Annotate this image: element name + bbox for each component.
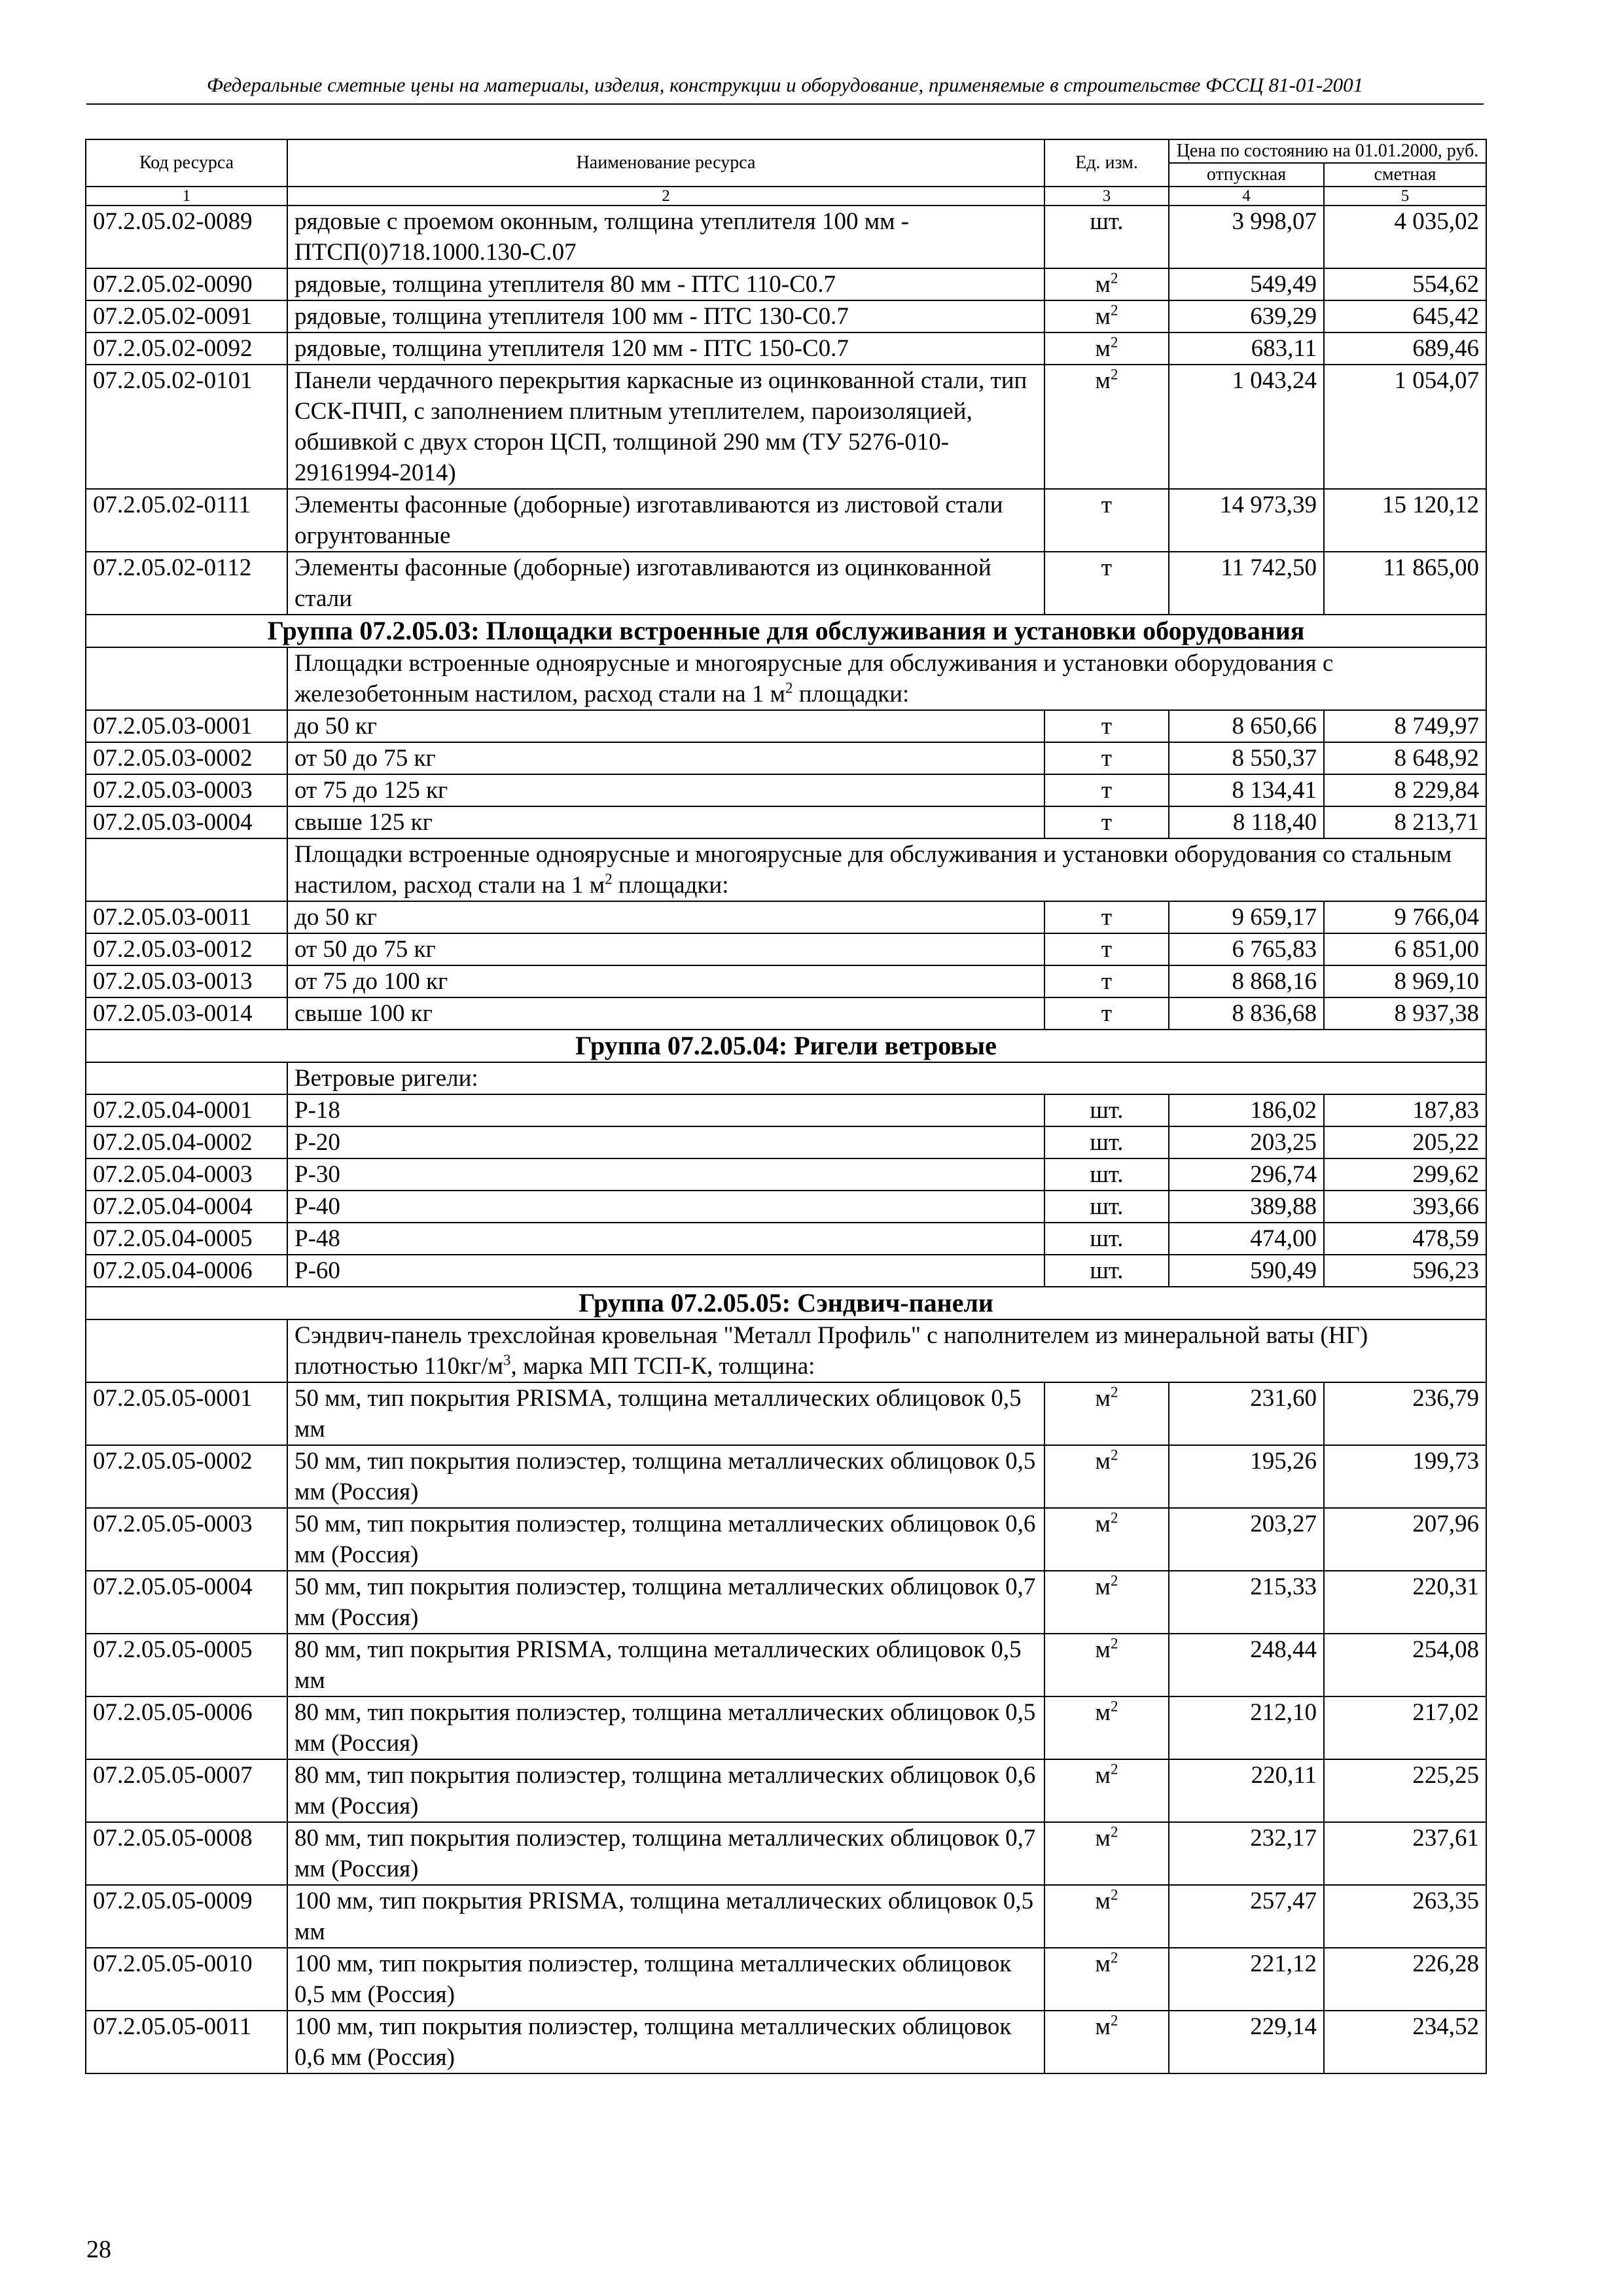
unit-superscript: 2 <box>1110 1698 1118 1715</box>
estimate-price: 6 851,00 <box>1324 933 1486 965</box>
estimate-price: 226,28 <box>1324 1948 1486 2011</box>
column-number: 3 <box>1044 187 1169 206</box>
resource-unit <box>1044 1126 1169 1158</box>
resource-unit <box>1044 1191 1169 1223</box>
resource-code: 07.2.05.02-0089 <box>86 206 287 268</box>
unit-text: м <box>1095 1699 1111 1726</box>
unit-text: м <box>1095 1762 1111 1789</box>
col-header-estimate: сметная <box>1324 163 1486 187</box>
resource-code: 07.2.05.05-0005 <box>86 1634 287 1696</box>
unit-text: м <box>1095 335 1111 362</box>
unit-text: т <box>1101 1000 1113 1027</box>
resource-unit <box>1044 1445 1169 1508</box>
resource-code: 07.2.05.03-0013 <box>86 965 287 997</box>
unit-text: м <box>1095 1825 1111 1852</box>
unit-superscript: 2 <box>1110 1446 1118 1463</box>
group-title: Группа 07.2.05.03: Площадки встроенные для обслуживания и установки оборудования <box>86 615 1486 647</box>
estimate-price: 11 865,00 <box>1324 552 1486 615</box>
resource-name: 50 мм, тип покрытия полиэстер, толщина металлических облицовок 0,5 мм (Россия) <box>287 1445 1044 1508</box>
resource-name: до 50 кг <box>287 901 1044 933</box>
group-heading-row <box>86 1030 1486 1062</box>
table-body <box>86 206 1486 2073</box>
resource-code: 07.2.05.03-0003 <box>86 774 287 806</box>
unit-text: м <box>1095 303 1111 330</box>
running-header: Федеральные сметные цены на материалы, изделия, конструкции и оборудование, применяемые в строительстве ФССЦ 81-01-2001 <box>86 72 1484 105</box>
col-header-code: Код ресурса <box>86 139 287 187</box>
resource-name: рядовые с проемом оконным, толщина утеплителя 100 мм - ПТСП(0)718.1000.130-С.07 <box>287 206 1044 268</box>
group-title: Группа 07.2.05.05: Сэндвич-панели <box>86 1287 1486 1319</box>
unit-text: м <box>1095 1511 1111 1537</box>
resource-code: 07.2.05.05-0001 <box>86 1382 287 1445</box>
resource-name: свыше 125 кг <box>287 806 1044 838</box>
estimate-price: 554,62 <box>1324 268 1486 300</box>
unit-superscript: 2 <box>1110 334 1118 351</box>
table-row <box>86 1885 1486 1948</box>
resource-unit <box>1044 1158 1169 1191</box>
unit-text: шт. <box>1090 1193 1124 1220</box>
resource-code: 07.2.05.03-0002 <box>86 742 287 774</box>
unit-text: шт. <box>1090 1161 1124 1188</box>
subheading-text <box>287 838 1486 901</box>
unit-text: м <box>1095 1888 1111 1914</box>
resource-name: Р-48 <box>287 1223 1044 1255</box>
resource-name: 50 мм, тип покрытия полиэстер, толщина металлических облицовок 0,7 мм (Россия) <box>287 1571 1044 1634</box>
release-price: 8 118,40 <box>1169 806 1324 838</box>
estimate-price: 15 120,12 <box>1324 489 1486 552</box>
resource-code: 07.2.05.04-0006 <box>86 1255 287 1287</box>
subheading-main: Сэндвич-панель трехслойная кровельная "Металл Профиль" с наполнителем из минеральной ваты (НГ) плотностью 110кг/м <box>294 1322 1368 1380</box>
group-title: Группа 07.2.05.04: Ригели ветровые <box>86 1030 1486 1062</box>
resource-name: рядовые, толщина утеплителя 100 мм - ПТС 130-С0.7 <box>287 300 1044 332</box>
resource-unit <box>1044 1571 1169 1634</box>
release-price: 248,44 <box>1169 1634 1324 1696</box>
unit-superscript: 2 <box>1110 1509 1118 1526</box>
table-row <box>86 1445 1486 1508</box>
unit-text: м <box>1095 1636 1111 1663</box>
table-row <box>86 1223 1486 1255</box>
estimate-price: 596,23 <box>1324 1255 1486 1287</box>
estimate-price: 187,83 <box>1324 1094 1486 1126</box>
estimate-price: 299,62 <box>1324 1158 1486 1191</box>
resource-code: 07.2.05.05-0008 <box>86 1822 287 1885</box>
resource-name: от 50 до 75 кг <box>287 742 1044 774</box>
unit-text: шт. <box>1090 208 1124 235</box>
unit-text: м <box>1095 367 1111 394</box>
group-heading-row <box>86 1287 1486 1319</box>
resource-name: от 75 до 100 кг <box>287 965 1044 997</box>
subheading-text <box>287 647 1486 710</box>
unit-superscript: 2 <box>1110 1635 1118 1652</box>
unit-text: т <box>1101 777 1113 804</box>
resource-code: 07.2.05.02-0091 <box>86 300 287 332</box>
release-price: 203,25 <box>1169 1126 1324 1158</box>
column-number: 4 <box>1169 187 1324 206</box>
table-row <box>86 965 1486 997</box>
table-row <box>86 1255 1486 1287</box>
release-price: 215,33 <box>1169 1571 1324 1634</box>
estimate-price: 225,25 <box>1324 1759 1486 1822</box>
resource-code: 07.2.05.02-0092 <box>86 332 287 365</box>
release-price: 1 043,24 <box>1169 365 1324 489</box>
resource-unit <box>1044 300 1169 332</box>
release-price: 195,26 <box>1169 1445 1324 1508</box>
release-price: 683,11 <box>1169 332 1324 365</box>
resource-unit <box>1044 965 1169 997</box>
unit-superscript: 2 <box>1110 1384 1118 1401</box>
resource-unit <box>1044 1948 1169 2011</box>
subheading-row <box>86 838 1486 901</box>
release-price: 14 973,39 <box>1169 489 1324 552</box>
table-row <box>86 742 1486 774</box>
table-row <box>86 1759 1486 1822</box>
resource-name: 50 мм, тип покрытия PRISMA, толщина металлических облицовок 0,5 мм <box>287 1382 1044 1445</box>
unit-text: т <box>1101 492 1113 518</box>
resource-name: Панели чердачного перекрытия каркасные из оцинкованной стали, тип ССК-ПЧП, с заполнением плитным утеплителем, пароизоляцией, обшивкой с двух сторон ЦСП, толщиной 290 мм (ТУ 5276-010-29161994-2014) <box>287 365 1044 489</box>
resource-unit <box>1044 1634 1169 1696</box>
unit-superscript: 2 <box>1110 2012 1118 2029</box>
subheading-tail: площадки: <box>793 681 910 708</box>
unit-superscript: 2 <box>1110 1823 1118 1840</box>
resource-code: 07.2.05.02-0112 <box>86 552 287 615</box>
col-header-unit: Ед. изм. <box>1044 139 1169 187</box>
unit-text: м <box>1095 1573 1111 1600</box>
release-price: 232,17 <box>1169 1822 1324 1885</box>
resource-code: 07.2.05.03-0001 <box>86 710 287 742</box>
release-price: 549,49 <box>1169 268 1324 300</box>
estimate-price: 236,79 <box>1324 1382 1486 1445</box>
column-number: 2 <box>287 187 1044 206</box>
resource-code: 07.2.05.02-0090 <box>86 268 287 300</box>
resource-code: 07.2.05.05-0002 <box>86 1445 287 1508</box>
release-price: 8 836,68 <box>1169 997 1324 1030</box>
resource-name: 80 мм, тип покрытия PRISMA, толщина металлических облицовок 0,5 мм <box>287 1634 1044 1696</box>
unit-text: т <box>1101 904 1113 931</box>
release-price: 3 998,07 <box>1169 206 1324 268</box>
table-row <box>86 332 1486 365</box>
estimate-price: 199,73 <box>1324 1445 1486 1508</box>
resource-unit <box>1044 332 1169 365</box>
resource-code: 07.2.05.03-0004 <box>86 806 287 838</box>
unit-superscript: 2 <box>1110 1949 1118 1966</box>
release-price: 6 765,83 <box>1169 933 1324 965</box>
resource-name: Элементы фасонные (доборные) изготавливаются из оцинкованной стали <box>287 552 1044 615</box>
resource-name: 80 мм, тип покрытия полиэстер, толщина металлических облицовок 0,6 мм (Россия) <box>287 1759 1044 1822</box>
resource-name: свыше 100 кг <box>287 997 1044 1030</box>
release-price: 186,02 <box>1169 1094 1324 1126</box>
resource-name: 100 мм, тип покрытия PRISMA, толщина металлических облицовок 0,5 мм <box>287 1885 1044 1948</box>
resource-unit <box>1044 1885 1169 1948</box>
page-number: 28 <box>86 2236 111 2263</box>
release-price: 11 742,50 <box>1169 552 1324 615</box>
table-row <box>86 774 1486 806</box>
resource-unit <box>1044 1255 1169 1287</box>
subheading-text <box>287 1319 1486 1382</box>
unit-superscript: 2 <box>1110 1886 1118 1903</box>
empty-code-cell <box>86 838 287 901</box>
release-price: 8 868,16 <box>1169 965 1324 997</box>
table-row <box>86 1158 1486 1191</box>
table-row <box>86 1822 1486 1885</box>
unit-text: шт. <box>1090 1257 1124 1284</box>
release-price: 389,88 <box>1169 1191 1324 1223</box>
resource-name: от 75 до 125 кг <box>287 774 1044 806</box>
unit-text: т <box>1101 968 1113 995</box>
subheading-superscript: 2 <box>785 679 793 696</box>
estimate-price: 8 937,38 <box>1324 997 1486 1030</box>
resource-name: 100 мм, тип покрытия полиэстер, толщина металлических облицовок 0,5 мм (Россия) <box>287 1948 1044 2011</box>
table-row <box>86 901 1486 933</box>
resource-code: 07.2.05.02-0111 <box>86 489 287 552</box>
estimate-price: 234,52 <box>1324 2011 1486 2073</box>
table-row <box>86 489 1486 552</box>
table-row <box>86 1948 1486 2011</box>
unit-superscript: 2 <box>1110 366 1118 383</box>
release-price: 220,11 <box>1169 1759 1324 1822</box>
table-row <box>86 710 1486 742</box>
resource-name: от 50 до 75 кг <box>287 933 1044 965</box>
estimate-price: 4 035,02 <box>1324 206 1486 268</box>
unit-superscript: 2 <box>1110 1761 1118 1778</box>
column-number: 5 <box>1324 187 1486 206</box>
subheading-main: Ветровые ригели: <box>294 1065 478 1092</box>
estimate-price: 254,08 <box>1324 1634 1486 1696</box>
group-heading-row <box>86 615 1486 647</box>
resource-name: Элементы фасонные (доборные) изготавливаются из листовой стали огрунтованные <box>287 489 1044 552</box>
table-row <box>86 1382 1486 1445</box>
release-price: 203,27 <box>1169 1508 1324 1571</box>
resource-code: 07.2.05.04-0004 <box>86 1191 287 1223</box>
estimate-price: 217,02 <box>1324 1696 1486 1759</box>
resource-code: 07.2.05.04-0001 <box>86 1094 287 1126</box>
resource-unit <box>1044 1508 1169 1571</box>
resource-unit <box>1044 552 1169 615</box>
resource-code: 07.2.05.05-0004 <box>86 1571 287 1634</box>
resource-name: рядовые, толщина утеплителя 80 мм - ПТС 110-С0.7 <box>287 268 1044 300</box>
resource-unit <box>1044 365 1169 489</box>
resource-code: 07.2.05.05-0006 <box>86 1696 287 1759</box>
resource-name: Р-40 <box>287 1191 1044 1223</box>
table-row <box>86 300 1486 332</box>
unit-text: шт. <box>1090 1097 1124 1124</box>
estimate-price: 478,59 <box>1324 1223 1486 1255</box>
resource-unit <box>1044 1223 1169 1255</box>
resource-name: 80 мм, тип покрытия полиэстер, толщина металлических облицовок 0,7 мм (Россия) <box>287 1822 1044 1885</box>
release-price: 212,10 <box>1169 1696 1324 1759</box>
estimate-price: 9 766,04 <box>1324 901 1486 933</box>
resource-unit <box>1044 933 1169 965</box>
table-row <box>86 206 1486 268</box>
subheading-superscript: 2 <box>605 870 613 888</box>
release-price: 8 550,37 <box>1169 742 1324 774</box>
table-row <box>86 806 1486 838</box>
empty-code-cell <box>86 1319 287 1382</box>
resource-code: 07.2.05.04-0005 <box>86 1223 287 1255</box>
table-row <box>86 268 1486 300</box>
resource-code: 07.2.05.05-0010 <box>86 1948 287 2011</box>
subheading-row <box>86 1319 1486 1382</box>
estimate-price: 1 054,07 <box>1324 365 1486 489</box>
unit-superscript: 2 <box>1110 270 1118 287</box>
resource-unit <box>1044 1822 1169 1885</box>
release-price: 639,29 <box>1169 300 1324 332</box>
unit-text: м <box>1095 1950 1111 1977</box>
resource-name: Р-18 <box>287 1094 1044 1126</box>
resource-code: 07.2.05.05-0011 <box>86 2011 287 2073</box>
resource-unit <box>1044 710 1169 742</box>
unit-text: т <box>1101 809 1113 836</box>
table-row <box>86 365 1486 489</box>
resource-unit <box>1044 2011 1169 2073</box>
resource-unit <box>1044 268 1169 300</box>
subheading-superscript: 3 <box>503 1352 511 1369</box>
resource-name: 100 мм, тип покрытия полиэстер, толщина металлических облицовок 0,6 мм (Россия) <box>287 2011 1044 2073</box>
col-header-price: Цена по состоянию на 01.01.2000, руб. <box>1169 139 1486 163</box>
resource-name: рядовые, толщина утеплителя 120 мм - ПТС 150-С0.7 <box>287 332 1044 365</box>
resource-unit <box>1044 489 1169 552</box>
resource-unit <box>1044 1094 1169 1126</box>
unit-text: м <box>1095 1385 1111 1412</box>
resource-unit <box>1044 206 1169 268</box>
resource-code: 07.2.05.05-0003 <box>86 1508 287 1571</box>
unit-superscript: 2 <box>1110 1572 1118 1589</box>
release-price: 474,00 <box>1169 1223 1324 1255</box>
release-price: 221,12 <box>1169 1948 1324 2011</box>
estimate-price: 8 749,97 <box>1324 710 1486 742</box>
subheading-tail: , марка МП ТСП-К, толщина: <box>510 1353 815 1380</box>
resource-name: 80 мм, тип покрытия полиэстер, толщина металлических облицовок 0,5 мм (Россия) <box>287 1696 1044 1759</box>
resource-name: Р-30 <box>287 1158 1044 1191</box>
resource-unit <box>1044 1696 1169 1759</box>
subheading-main: Площадки встроенные одноярусные и многоярусные для обслуживания и установки оборудования с железобетонным настилом, расход стали на 1 м <box>294 650 1334 708</box>
empty-code-cell <box>86 1062 287 1094</box>
subheading-text <box>287 1062 1486 1094</box>
table-row <box>86 1634 1486 1696</box>
unit-text: т <box>1101 713 1113 740</box>
estimate-price: 393,66 <box>1324 1191 1486 1223</box>
resource-code: 07.2.05.04-0002 <box>86 1126 287 1158</box>
release-price: 8 650,66 <box>1169 710 1324 742</box>
release-price: 9 659,17 <box>1169 901 1324 933</box>
table-row <box>86 933 1486 965</box>
resource-unit <box>1044 1382 1169 1445</box>
resource-code: 07.2.05.03-0014 <box>86 997 287 1030</box>
unit-text: м <box>1095 1448 1111 1475</box>
subheading-row <box>86 1062 1486 1094</box>
empty-code-cell <box>86 647 287 710</box>
resource-unit <box>1044 901 1169 933</box>
table-row <box>86 1191 1486 1223</box>
column-number-row <box>86 187 1486 206</box>
estimate-price: 689,46 <box>1324 332 1486 365</box>
release-price: 296,74 <box>1169 1158 1324 1191</box>
resource-code: 07.2.05.04-0003 <box>86 1158 287 1191</box>
price-table <box>85 139 1487 2074</box>
release-price: 257,47 <box>1169 1885 1324 1948</box>
resource-name: до 50 кг <box>287 710 1044 742</box>
table-row <box>86 1696 1486 1759</box>
unit-text: т <box>1101 936 1113 963</box>
estimate-price: 645,42 <box>1324 300 1486 332</box>
release-price: 590,49 <box>1169 1255 1324 1287</box>
table-row <box>86 552 1486 615</box>
estimate-price: 263,35 <box>1324 1885 1486 1948</box>
table-row <box>86 1571 1486 1634</box>
estimate-price: 8 648,92 <box>1324 742 1486 774</box>
resource-unit <box>1044 742 1169 774</box>
resource-code: 07.2.05.05-0009 <box>86 1885 287 1948</box>
table-row <box>86 1508 1486 1571</box>
estimate-price: 8 969,10 <box>1324 965 1486 997</box>
estimate-price: 205,22 <box>1324 1126 1486 1158</box>
resource-unit <box>1044 774 1169 806</box>
column-number: 1 <box>86 187 287 206</box>
subheading-row <box>86 647 1486 710</box>
resource-code: 07.2.05.03-0012 <box>86 933 287 965</box>
unit-text: м <box>1095 2013 1111 2040</box>
unit-text: т <box>1101 745 1113 772</box>
subheading-tail: площадки: <box>612 872 729 899</box>
release-price: 8 134,41 <box>1169 774 1324 806</box>
col-header-name: Наименование ресурса <box>287 139 1044 187</box>
resource-unit <box>1044 806 1169 838</box>
estimate-price: 220,31 <box>1324 1571 1486 1634</box>
unit-superscript: 2 <box>1110 302 1118 319</box>
estimate-price: 8 213,71 <box>1324 806 1486 838</box>
estimate-price: 8 229,84 <box>1324 774 1486 806</box>
release-price: 231,60 <box>1169 1382 1324 1445</box>
resource-name: Р-60 <box>287 1255 1044 1287</box>
unit-text: шт. <box>1090 1129 1124 1156</box>
table-header <box>86 139 1486 206</box>
resource-name: Р-20 <box>287 1126 1044 1158</box>
resource-code: 07.2.05.05-0007 <box>86 1759 287 1822</box>
table-row <box>86 997 1486 1030</box>
table-row <box>86 1094 1486 1126</box>
unit-text: т <box>1101 554 1113 581</box>
estimate-price: 237,61 <box>1324 1822 1486 1885</box>
col-header-release: отпускная <box>1169 163 1324 187</box>
resource-name: 50 мм, тип покрытия полиэстер, толщина металлических облицовок 0,6 мм (Россия) <box>287 1508 1044 1571</box>
table-row <box>86 1126 1486 1158</box>
subheading-main: Площадки встроенные одноярусные и многоярусные для обслуживания и установки оборудования со стальным настилом, расход стали на 1 м <box>294 841 1452 899</box>
table-row <box>86 2011 1486 2073</box>
resource-unit <box>1044 997 1169 1030</box>
release-price: 229,14 <box>1169 2011 1324 2073</box>
resource-code: 07.2.05.03-0011 <box>86 901 287 933</box>
estimate-price: 207,96 <box>1324 1508 1486 1571</box>
resource-unit <box>1044 1759 1169 1822</box>
unit-text: шт. <box>1090 1225 1124 1252</box>
resource-code: 07.2.05.02-0101 <box>86 365 287 489</box>
unit-text: м <box>1095 271 1111 298</box>
